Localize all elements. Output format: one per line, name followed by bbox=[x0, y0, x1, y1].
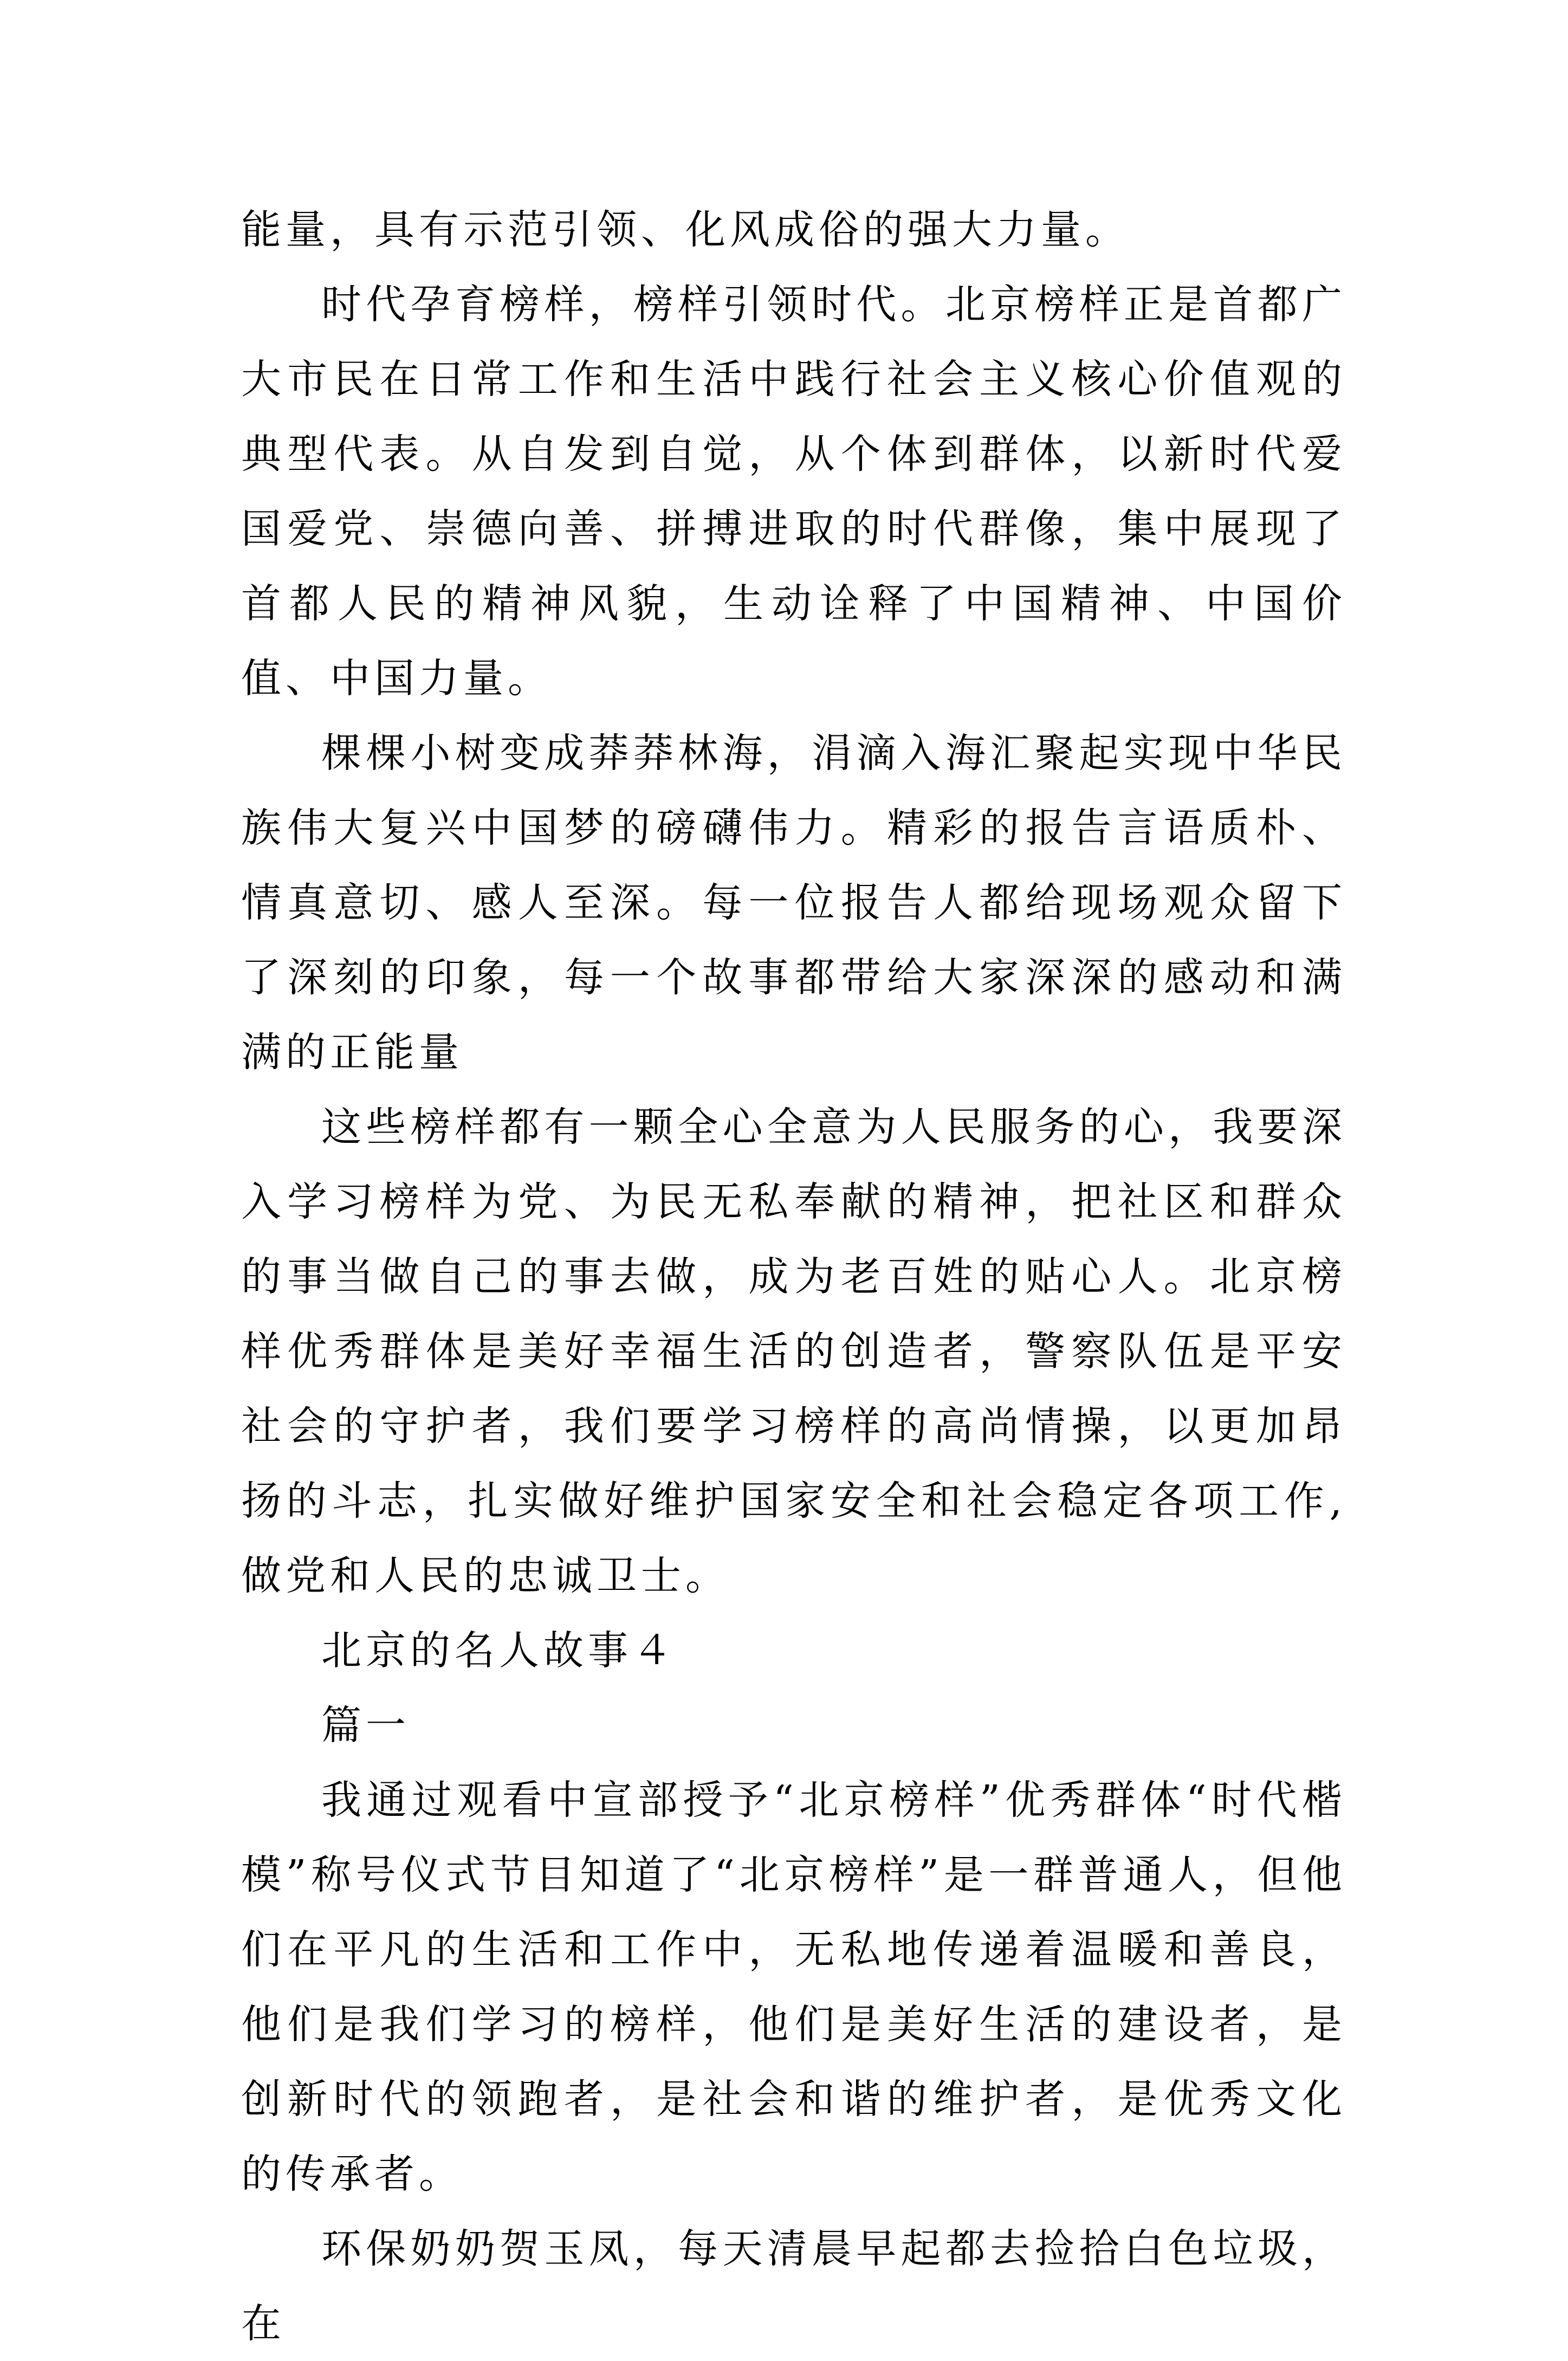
paragraph-eco-grandma: 环保奶奶贺玉凤，每天清晨早起都去捡拾白色垃圾，在 bbox=[241, 2226, 1346, 2347]
subsection-heading: 篇一 bbox=[321, 1702, 410, 1749]
paragraph-trees-to-forest: 棵棵小树变成莽莽林海，涓滴入海汇聚起实现中华民族伟大复兴中国梦的磅礴伟力。精彩的报告言语质朴、情真意切、感人至深。每一位报告人都给现场观众留下了深刻的印象，每一个故事都带给大家深深的感动和满满的正能量 bbox=[241, 730, 1346, 1076]
paragraph-serve-people: 这些榜样都有一颗全心全意为人民服务的心，我要深入学习榜样为党、为民无私奉献的精神，把社区和群众的事当做自己的事去做，成为老百姓的贴心人。北京榜样优秀群体是美好幸福生活的创造者，警察队伍是平安社会的守护者，我们要学习榜样的高尚情操，以更加昂扬的斗志，扎实做好维护国家安全和社会稳定各项工作,做党和人民的忠诚卫士。 bbox=[241, 1104, 1346, 1599]
paragraph-era-role-models: 时代孕育榜样，榜样引领时代。北京榜样正是首都广大市民在日常工作和生活中践行社会主义核心价值观的典型代表。从自发到自觉，从个体到群体，以新时代爱国爱党、崇德向善、拼搏进取的时代群像，集中展现了首都人民的精神风貌，生动诠释了中国精神、中国价值、中国力量。 bbox=[241, 281, 1346, 702]
paragraph-continuation: 能量，具有示范引领、化风成俗的强大力量。 bbox=[241, 206, 1130, 253]
section-heading: 北京的名人故事４ bbox=[321, 1627, 677, 1674]
paragraph-watching-ceremony: 我通过观看中宣部授予“北京榜样”优秀群体“时代楷模”称号仪式节目知道了“北京榜样”是一群普通人，但他们在平凡的生活和工作中，无私地传递着温暖和善良，他们是我们学习的榜样，他们是美好生活的建设者，是创新时代的领跑者，是社会和谐的维护者，是优秀文化的传承者。 bbox=[241, 1777, 1346, 2197]
document-body bbox=[241, 192, 1346, 2361]
